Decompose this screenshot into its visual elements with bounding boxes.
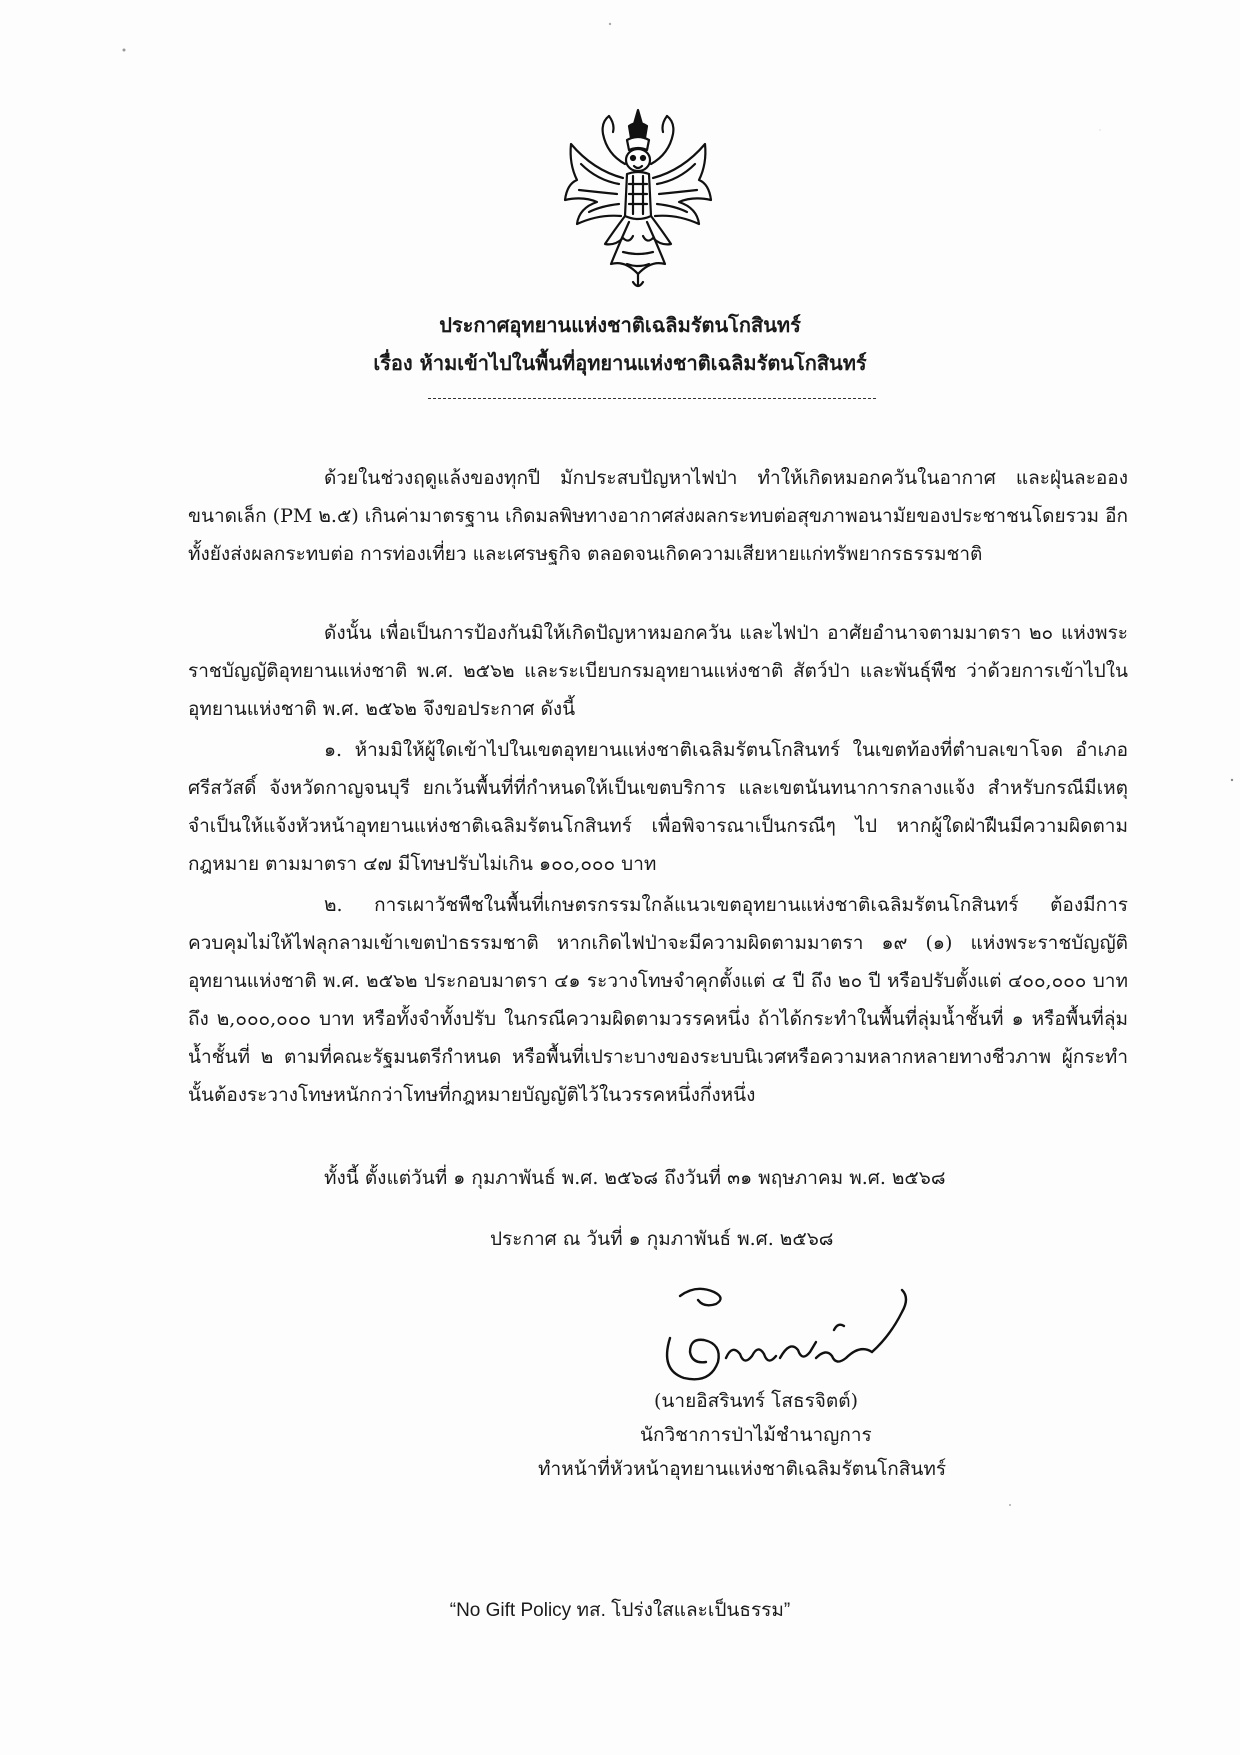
garuda-emblem-icon: [563, 104, 713, 290]
signatory-acting-role: ทำหน้าที่หัวหน้าอุทยานแห่งชาติเฉลิมรัตนโกสินทร์: [538, 1458, 947, 1480]
signatory-name: (นายอิสรินทร์ โสธรจิตต์): [654, 1390, 858, 1412]
title-divider: [428, 398, 876, 399]
handwritten-signature-icon: [640, 1278, 920, 1394]
announcement-dateline: ประกาศ ณ วันที่ ๑ กุมภาพันธ์ พ.ศ. ๒๕๖๘: [490, 1228, 834, 1250]
body-item-1: ๑. ห้ามมิให้ผู้ใดเข้าไปในเขตอุทยานแห่งชาติเฉลิมรัตนโกสินทร์ ในเขตท้องที่ตำบลเขาโจด อำเภอศรีสวัสดิ์ จังหวัดกาญจนบุรี ยกเว้นพื้นที่ที่กำหนดให้เป็นเขตบริการ และเขตนันทนาการกลางแจ้ง สำหรับกรณีมีเหตุจำเป็นให้แจ้งหัวหน้าอุทยานแห่งชาติเฉลิมรัตนโกสินทร์ เพื่อพิจารณาเป็นกรณีๆ ไป หากผู้ใดฝ่าฝืนมีความผิดตามกฎหมาย ตามมาตรา ๔๗ มีโทษปรับไม่เกิน ๑๐๐,๐๐๐ บาท: [188, 739, 1128, 875]
announcement-subject: เรื่อง ห้ามเข้าไปในพื้นที่อุทยานแห่งชาติเฉลิมรัตนโกสินทร์: [373, 351, 867, 375]
footer-slogan: “No Gift Policy ทส. โปร่งใสและเป็นธรรม”: [449, 1600, 791, 1621]
body-item-2: ๒. การเผาวัชพืชในพื้นที่เกษตรกรรมใกล้แนวเขตอุทยานแห่งชาติเฉลิมรัตนโกสินทร์ ต้องมีการควบคุมไม่ให้ไฟลุกลามเข้าเขตป่าธรรมชาติ หากเกิดไฟป่าจะมีความผิดตามมาตรา ๑๙ (๑) แห่งพระราชบัญญัติอุทยานแห่งชาติ พ.ศ. ๒๕๖๒ ประกอบมาตรา ๔๑ ระวางโทษจำคุกตั้งแต่ ๔ ปี ถึง ๒๐ ปี หรือปรับตั้งแต่ ๔๐๐,๐๐๐ บาท ถึง ๒,๐๐๐,๐๐๐ บาท หรือทั้งจำทั้งปรับ ในกรณีความผิดตามวรรคหนึ่ง ถ้าได้กระทำในพื้นที่ลุ่มน้ำชั้นที่ ๑ หรือพื้นที่ลุ่มน้ำชั้นที่ ๒ ตามที่คณะรัฐมนตรีกำหนด หรือพื้นที่เปราะบางของระบบนิเวศหรือความหลากหลายทางชีวภาพ ผู้กระทำนั้นต้องระวางโทษหนักกว่าโทษที่กฎหมายบัญญัติไว้ในวรรคหนึ่งกึ่งหนึ่ง: [188, 894, 1128, 1106]
body-paragraph-1: ด้วยในช่วงฤดูแล้งของทุกปี มักประสบปัญหาไฟป่า ทำให้เกิดหมอกควันในอากาศ และฝุ่นละอองขนาดเล็ก (PM ๒.๕) เกินค่ามาตรฐาน เกิดมลพิษทางอากาศส่งผลกระทบต่อสุขภาพอนามัยของประชาชนโดยรวม อีกทั้งยังส่งผลกระทบต่อ การท่องเที่ยว และเศรษฐกิจ ตลอดจนเกิดความเสียหายแก่ทรัพยากรธรรมชาติ: [188, 467, 1128, 565]
body-paragraph-2: ดังนั้น เพื่อเป็นการป้องกันมิให้เกิดปัญหาหมอกควัน และไฟป่า อาศัยอำนาจตามมาตรา ๒๐ แห่งพระราชบัญญัติอุทยานแห่งชาติ พ.ศ. ๒๕๖๒ และระเบียบกรมอุทยานแห่งชาติ สัตว์ป่า และพันธุ์พืช ว่าด้วยการเข้าไปในอุทยานแห่งชาติ พ.ศ. ๒๕๖๒ จึงขอประกาศ ดังนี้: [188, 622, 1128, 720]
effective-period: ทั้งนี้ ตั้งแต่วันที่ ๑ กุมภาพันธ์ พ.ศ. ๒๕๖๘ ถึงวันที่ ๓๑ พฤษภาคม พ.ศ. ๒๕๖๘: [324, 1167, 946, 1189]
signatory-position: นักวิชาการป่าไม้ชำนาญการ: [640, 1424, 872, 1446]
announcement-title: ประกาศอุทยานแห่งชาติเฉลิมรัตนโกสินทร์: [439, 313, 801, 337]
